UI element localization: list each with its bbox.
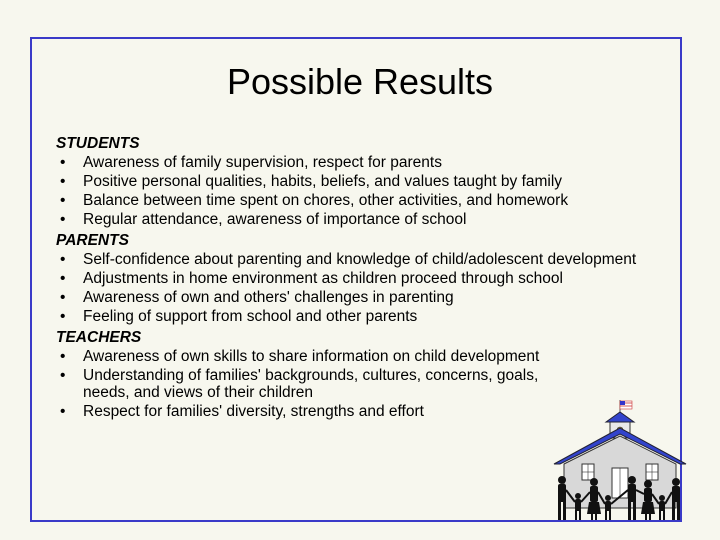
list-item: • Awareness of own skills to share information on child development <box>56 348 656 365</box>
list-item: • Adjustments in home environment as children proceed through school <box>56 270 656 287</box>
list-item: • Regular attendance, awareness of importance of school <box>56 211 656 228</box>
list-item: • Awareness of own and others' challenges in parenting <box>56 289 656 306</box>
list-item: • Balance between time spent on chores, other activities, and homework <box>56 192 656 209</box>
list-item: • Self-confidence about parenting and knowledge of child/adolescent development <box>56 251 656 268</box>
section-heading-students: STUDENTS <box>56 135 140 152</box>
section-heading-parents: PARENTS <box>56 232 129 249</box>
schoolhouse-with-family-icon <box>548 398 688 524</box>
parents-list <box>56 251 656 325</box>
students-list <box>56 154 656 228</box>
list-item: • Positive personal qualities, habits, beliefs, and values taught by family <box>56 173 656 190</box>
slide-content <box>56 133 656 422</box>
list-item: • Feeling of support from school and other parents <box>56 308 656 325</box>
slide-title: Possible Results <box>226 61 494 102</box>
list-item: • Respect for families' diversity, strengths and effort <box>56 403 656 420</box>
section-heading-teachers: TEACHERS <box>56 329 142 346</box>
list-item: • Awareness of family supervision, respect for parents <box>56 154 656 171</box>
list-item: • Understanding of families' backgrounds, cultures, concerns, goals, needs, and views of their children <box>56 367 656 401</box>
